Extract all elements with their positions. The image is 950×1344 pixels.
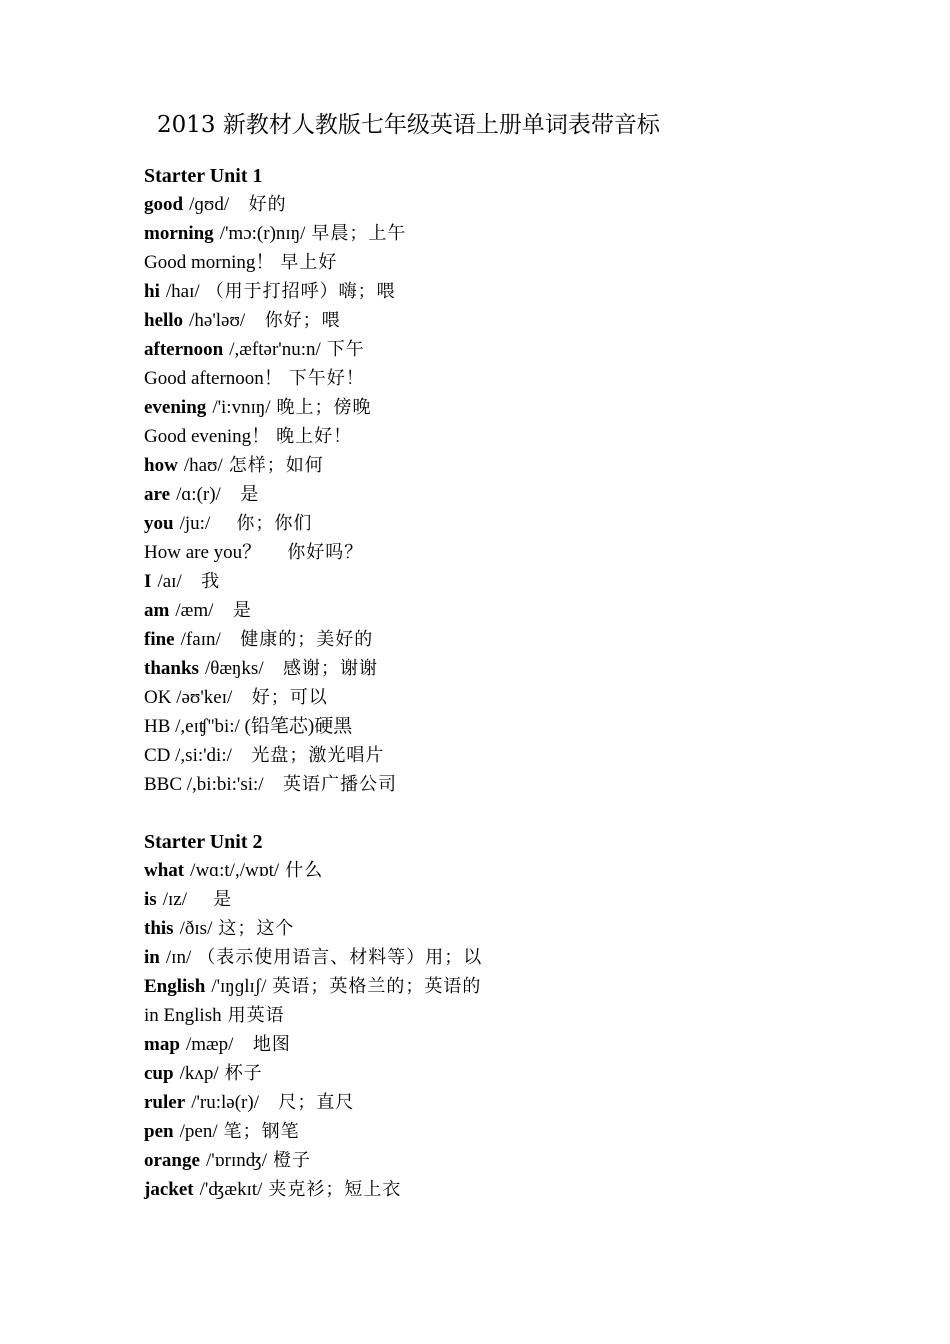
vocab-entry [144, 248, 864, 277]
vocab-entry [144, 741, 864, 770]
vocab-word: cup [144, 1063, 174, 1084]
vocab-phonetic: /hə'ləʊ/ [189, 310, 246, 331]
vocab-word: is [144, 889, 157, 910]
vocab-word: am [144, 600, 170, 621]
vocab-meaning: 晚上；傍晚 [276, 397, 372, 418]
vocab-entry [144, 596, 864, 625]
vocab-entry [144, 364, 864, 393]
vocab-phrase: Good morning！ [144, 252, 275, 273]
vocab-phrase: Good evening！ [144, 426, 271, 447]
vocab-meaning: 好；可以 [238, 687, 328, 708]
vocab-meaning: 晚上好！ [276, 426, 353, 447]
vocab-meaning: 杯子 [224, 1063, 263, 1084]
vocab-phonetic: /wɑ:t/,/wɒt/ [190, 860, 280, 881]
vocab-entry [144, 480, 864, 509]
vocab-entry [144, 1175, 864, 1204]
vocab-phonetic: /'ʤækɪt/ [199, 1179, 263, 1200]
vocab-entry [144, 1146, 864, 1175]
vocab-meaning: 你；你们 [216, 513, 313, 534]
vocab-word: hello [144, 310, 184, 331]
vocab-word: map [144, 1034, 180, 1055]
vocab-phrase: How are you？ [144, 542, 262, 563]
vocab-phonetic: /ju:/ [179, 513, 211, 534]
document-title: 2013 新教材人教版七年级英语上册单词表带音标 [157, 112, 660, 138]
vocab-word: I [144, 571, 152, 592]
vocab-meaning: 我 [187, 571, 221, 592]
vocab-meaning: 这；这个 [218, 918, 295, 939]
vocab-entry [144, 1001, 864, 1030]
vocab-entry [144, 567, 864, 596]
vocab-phrase: Good afternoon！ [144, 368, 283, 389]
vocab-phonetic: /æm/ [175, 600, 214, 621]
vocab-word: good [144, 194, 184, 215]
vocab-phrase: BBC /,bi:bi:'si:/ [144, 774, 264, 795]
vocab-entry [144, 335, 864, 364]
vocab-entry [144, 683, 864, 712]
vocab-meaning: 是 [219, 600, 252, 621]
vocab-phonetic: /'ɒrɪnʤ/ [205, 1150, 268, 1171]
vocab-meaning: （用于打招呼）嗨；喂 [205, 281, 396, 302]
vocab-meaning: 光盘；激光唱片 [237, 745, 385, 766]
vocab-entry [144, 538, 864, 567]
vocab-entry [144, 1030, 864, 1059]
vocab-phonetic: /haɪ/ [165, 281, 200, 302]
vocab-phrase: OK /əʊ'keɪ/ [144, 687, 233, 708]
vocab-word: hi [144, 281, 160, 302]
vocab-phrase: HB /,eɪʧ''bi:/ (铅笔芯)硬黑 [144, 716, 353, 737]
vocab-word: fine [144, 629, 175, 650]
vocab-entry [144, 972, 864, 1001]
vocab-meaning: 好的 [235, 194, 287, 215]
vocab-phonetic: /ɪz/ [162, 889, 188, 910]
vocab-word: thanks [144, 658, 199, 679]
vocab-entry [144, 509, 864, 538]
vocab-phonetic: /pen/ [179, 1121, 218, 1142]
vocab-word: how [144, 455, 178, 476]
vocab-phonetic: /ðɪs/ [179, 918, 213, 939]
vocab-phrase: CD /,si:'di:/ [144, 745, 232, 766]
vocab-meaning: 下午 [326, 339, 365, 360]
vocab-meaning: 是 [193, 889, 233, 910]
vocab-word: you [144, 513, 174, 534]
vocab-word: ruler [144, 1092, 186, 1113]
vocab-phonetic: /'i:vnɪŋ/ [212, 397, 271, 418]
vocab-meaning: 夹克衫；短上衣 [268, 1179, 402, 1200]
vocab-word: jacket [144, 1179, 194, 1200]
vocab-phonetic: /kʌp/ [179, 1063, 219, 1084]
vocab-entry [144, 625, 864, 654]
vocab-phonetic: /'mɔ:(r)nɪŋ/ [219, 223, 306, 244]
vocab-phonetic: /haʊ/ [183, 455, 223, 476]
vocab-entry [144, 306, 864, 335]
vocab-entry [144, 712, 864, 741]
vocab-meaning: 尺；直尺 [264, 1092, 355, 1113]
vocab-entry [144, 277, 864, 306]
section-starter-unit-1 [144, 162, 864, 799]
vocab-word: pen [144, 1121, 174, 1142]
vocab-entry [144, 770, 864, 799]
vocab-meaning: （表示使用语言、材料等）用；以 [197, 947, 483, 968]
vocab-meaning: 用英语 [227, 1005, 285, 1026]
vocab-entry [144, 422, 864, 451]
vocab-phonetic: /faɪn/ [180, 629, 221, 650]
section-heading: Starter Unit 1 [144, 165, 263, 187]
vocab-phonetic: /'ɪŋɡlɪʃ/ [211, 976, 267, 997]
vocab-phonetic: /,æftər'nu:n/ [229, 339, 321, 360]
vocab-meaning: 橙子 [273, 1150, 312, 1171]
vocab-entry [144, 885, 864, 914]
vocab-entry [144, 1059, 864, 1088]
vocab-phonetic: /'ru:lə(r)/ [191, 1092, 259, 1113]
vocab-meaning: 你好吗？ [267, 542, 364, 563]
vocab-meaning: 感谢；谢谢 [269, 658, 379, 679]
entry-list [144, 856, 864, 1204]
vocab-phonetic: /mæp/ [185, 1034, 234, 1055]
vocab-meaning: 英语；英格兰的；英语的 [272, 976, 482, 997]
vocab-entry [144, 654, 864, 683]
vocab-word: in [144, 947, 160, 968]
vocab-entry [144, 1117, 864, 1146]
vocab-word: are [144, 484, 171, 505]
vocab-entry [144, 451, 864, 480]
vocab-phonetic: /ɡʊd/ [189, 194, 230, 215]
vocab-meaning: 什么 [285, 860, 324, 881]
vocab-phonetic: /aɪ/ [157, 571, 182, 592]
vocab-entry [144, 914, 864, 943]
vocab-word: morning [144, 223, 214, 244]
vocab-phonetic: /ɪn/ [165, 947, 192, 968]
vocab-meaning: 怎样；如何 [228, 455, 324, 476]
vocab-entry [144, 190, 864, 219]
vocab-word: afternoon [144, 339, 224, 360]
vocab-entry [144, 393, 864, 422]
vocab-word: orange [144, 1150, 200, 1171]
vocab-phonetic: /ɑ:(r)/ [176, 484, 221, 505]
section-heading: Starter Unit 2 [144, 831, 263, 853]
vocab-meaning: 是 [226, 484, 260, 505]
vocab-meaning: 英语广播公司 [269, 774, 398, 795]
vocab-meaning: 早晨；上午 [311, 223, 407, 244]
vocab-word: what [144, 860, 185, 881]
vocab-word: evening [144, 397, 207, 418]
vocab-meaning: 早上好 [280, 252, 338, 273]
vocab-meaning: 地图 [239, 1034, 291, 1055]
vocab-word: English [144, 976, 206, 997]
vocab-entry [144, 1088, 864, 1117]
vocab-meaning: 你好；喂 [251, 310, 341, 331]
vocab-meaning: 下午好！ [288, 368, 365, 389]
entry-list [144, 190, 864, 799]
vocab-phrase: in English [144, 1005, 222, 1026]
vocab-entry [144, 943, 864, 972]
vocab-entry [144, 219, 864, 248]
vocab-meaning: 笔；钢笔 [223, 1121, 300, 1142]
vocab-meaning: 健康的；美好的 [226, 629, 374, 650]
vocab-word: this [144, 918, 174, 939]
vocab-entry [144, 856, 864, 885]
vocab-phonetic: /θæŋks/ [204, 658, 264, 679]
section-starter-unit-2 [144, 828, 864, 1204]
